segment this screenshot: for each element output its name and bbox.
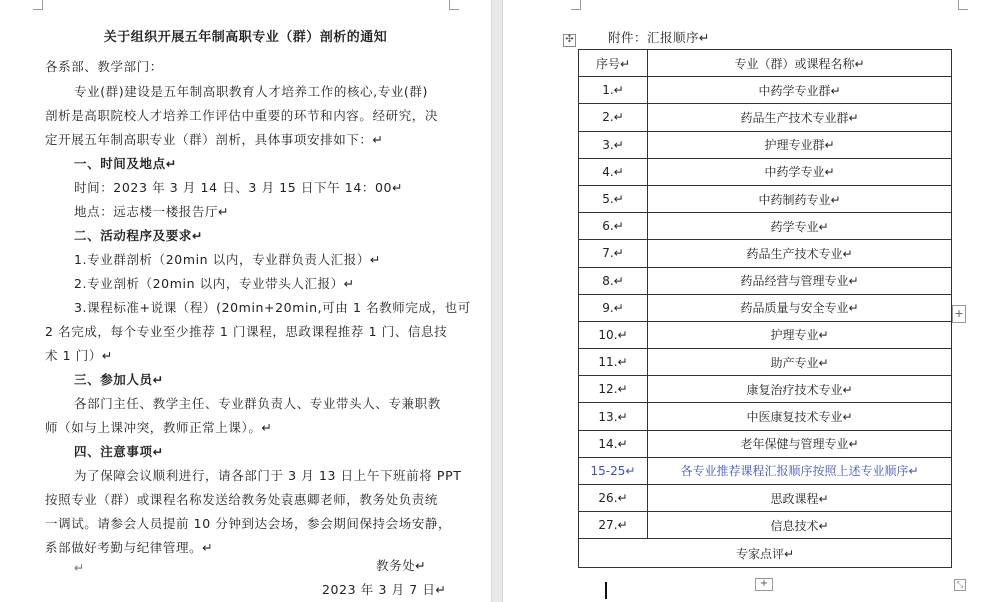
table-resize-icon[interactable]: ⤡ [954,579,966,591]
procedure-item-2[interactable]: 2.专业剖析（20min 以内，专业带头人汇报）↵ [74,276,355,291]
table-row [579,403,952,430]
table-row [579,158,952,185]
intro-line-2[interactable]: 剖析是高职院校人才培养工作评估中重要的环节和内容。经研究，决 [45,108,439,123]
table-row [579,485,952,512]
row-name-cell[interactable]: 康复治疗技术专业↵ [648,376,952,403]
page-gap [491,0,503,602]
table-row [579,376,952,403]
row-num-cell[interactable]: 6.↵ [579,213,648,240]
add-column-icon[interactable]: + [952,305,966,323]
section-heading-time-place[interactable]: 一、时间及地点↵ [74,156,177,171]
participants-line-1[interactable]: 各部门主任、教学主任、专业群负责人、专业带头人、专兼职教 [74,396,441,411]
row-name-cell[interactable]: 各专业推荐课程汇报顺序按照上述专业顺序↵ [648,457,952,484]
row-name-cell[interactable]: 护理专业群↵ [648,131,952,158]
row-name-cell[interactable]: 中药学专业↵ [648,158,952,185]
row-name-cell[interactable]: 药学专业↵ [648,213,952,240]
row-name-cell[interactable]: 中医康复技术专业↵ [648,403,952,430]
notes-line-4[interactable]: 系部做好考勤与纪律管理。↵ [45,540,214,555]
row-name-cell[interactable]: 中药学专业群↵ [648,77,952,104]
notes-line-3[interactable]: 一调试。请参会人员提前 10 分钟到达会场，参会期间保持会场安静， [45,516,452,531]
row-num-cell[interactable]: 11.↵ [579,349,648,376]
row-num-cell[interactable]: 4.↵ [579,158,648,185]
table-row [579,104,952,131]
row-num-cell[interactable]: 5.↵ [579,185,648,212]
table-row [579,512,952,539]
row-num-cell[interactable]: 7.↵ [579,240,648,267]
row-num-cell[interactable]: 3.↵ [579,131,648,158]
margin-corner-mark [958,0,968,10]
row-num-cell[interactable]: 14.↵ [579,430,648,457]
row-num-cell[interactable]: 12.↵ [579,376,648,403]
table-row [579,77,952,104]
notes-line-2[interactable]: 按照专业（群）或课程名称发送给教务处袁惠卿老师，教务处负责统 [45,492,439,507]
header-num-cell[interactable]: 序号↵ [579,50,648,77]
procedure-item-1[interactable]: 1.专业群剖析（20min 以内，专业群负责人汇报）↵ [74,252,382,267]
row-name-cell[interactable]: 药品经营与管理专业↵ [648,267,952,294]
signature-date[interactable]: 2023 年 3 月 7 日↵ [322,582,447,597]
notes-line-1[interactable]: 为了保障会议顺利进行，请各部门于 3 月 13 日上午下班前将 PPT [74,468,462,483]
table-row [579,294,952,321]
row-name-cell[interactable]: 信息技术↵ [648,512,952,539]
time-line[interactable]: 时间：2023 年 3 月 14 日、3 月 15 日下午 14：00↵ [74,180,404,195]
row-num-cell[interactable]: 27.↵ [579,512,648,539]
table-row [579,213,952,240]
section-heading-notes[interactable]: 四、注意事项↵ [74,444,164,459]
table-row-course-order [579,457,952,484]
row-num-cell[interactable]: 10.↵ [579,321,648,348]
procedure-item-3-line-1[interactable]: 3.课程标准+说课（程）(20min+20min,可由 1 名教师完成，也可 [74,300,471,315]
row-name-cell[interactable]: 助产专业↵ [648,349,952,376]
add-row-icon[interactable]: + [755,578,773,591]
table-row [579,349,952,376]
procedure-item-3-line-2[interactable]: 2 名完成，每个专业至少推荐 1 门课程，思政课程推荐 1 门、信息技 [45,324,448,339]
margin-corner-mark [571,0,581,10]
margin-corner-mark [449,0,459,10]
row-name-cell[interactable]: 药品质量与安全专业↵ [648,294,952,321]
intro-line-3[interactable]: 定开展五年制高职专业（群）剖析，具体事项安排如下：↵ [45,132,384,147]
row-num-cell[interactable]: 1.↵ [579,77,648,104]
row-num-cell[interactable]: 2.↵ [579,104,648,131]
row-name-cell[interactable]: 思政课程↵ [648,485,952,512]
row-name-cell[interactable]: 中药制药专业↵ [648,185,952,212]
table-row [579,267,952,294]
row-name-cell[interactable]: 药品生产技术专业群↵ [648,104,952,131]
report-order-table [578,49,952,568]
row-num-cell[interactable]: 13.↵ [579,403,648,430]
section-heading-participants[interactable]: 三、参加人员↵ [74,372,164,387]
place-line[interactable]: 地点：远志楼一楼报告厅↵ [74,204,230,219]
row-num-cell[interactable]: 26.↵ [579,485,648,512]
section-heading-procedure[interactable]: 二、活动程序及要求↵ [74,228,203,243]
salutation[interactable]: 各系部、教学部门： [45,59,163,74]
row-name-cell[interactable]: 护理专业↵ [648,321,952,348]
header-name-cell[interactable]: 专业（群）或课程名称↵ [648,50,952,77]
table-row [579,131,952,158]
margin-corner-mark [33,0,43,10]
signature-department[interactable]: 教务处↵ [376,558,427,573]
participants-line-2[interactable]: 师（如与上课冲突，教师正常上课）。↵ [45,420,273,435]
left-page [0,0,491,602]
table-move-handle-icon[interactable]: ✣ [563,34,576,47]
table-footer-row [579,539,952,568]
procedure-item-3-line-3[interactable]: 术 1 门）↵ [45,348,114,363]
table-row [579,321,952,348]
table-row [579,430,952,457]
row-num-cell[interactable]: 15-25↵ [579,457,648,484]
intro-line-1[interactable]: 专业(群)建设是五年制高职教育人才培养工作的核心,专业(群) [74,84,428,99]
empty-paragraph-mark[interactable]: ↵ [74,560,86,575]
row-name-cell[interactable]: 老年保健与管理专业↵ [648,430,952,457]
row-num-cell[interactable]: 8.↵ [579,267,648,294]
expert-review-cell[interactable]: 专家点评↵ [579,539,952,568]
table-header-row [579,50,952,77]
table-row [579,185,952,212]
row-num-cell[interactable]: 9.↵ [579,294,648,321]
text-cursor [605,582,607,599]
document-title[interactable]: 关于组织开展五年制高职专业（群）剖析的通知 [103,30,388,45]
table-row [579,240,952,267]
row-name-cell[interactable]: 药品生产技术专业↵ [648,240,952,267]
attachment-label[interactable]: 附件：汇报顺序↵ [608,30,710,45]
